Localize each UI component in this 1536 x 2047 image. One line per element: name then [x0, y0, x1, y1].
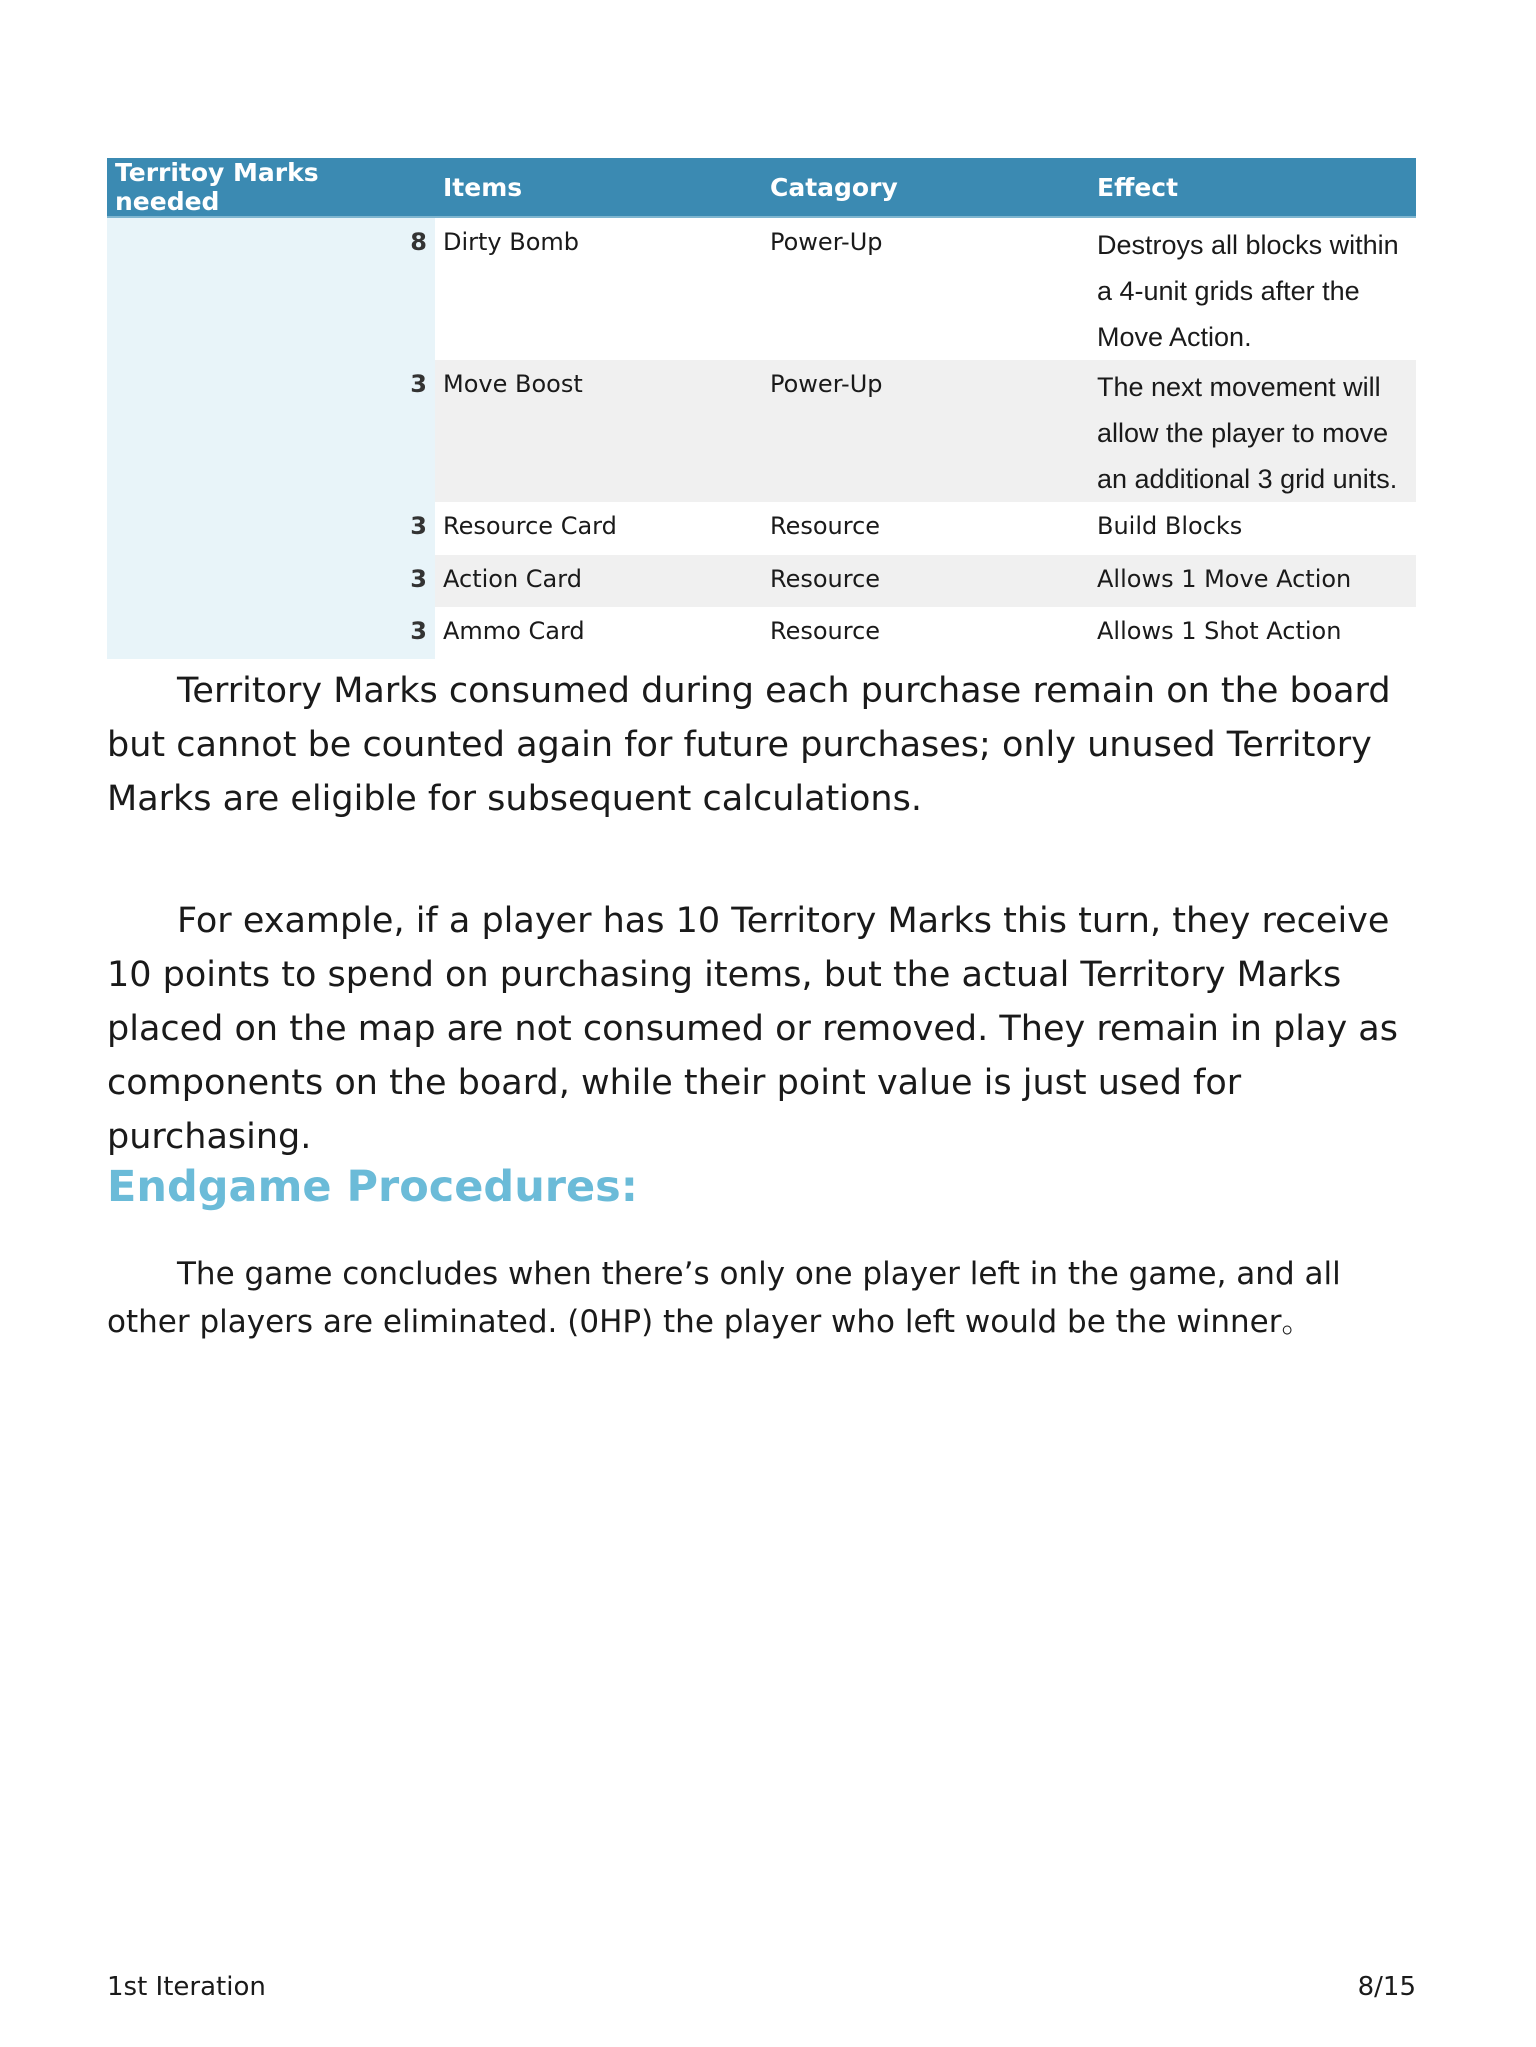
- table-row: [107, 217, 1416, 360]
- table-row: [107, 360, 1416, 502]
- marks-cell: 3: [107, 502, 435, 555]
- category-cell: Resource: [762, 555, 1089, 607]
- table-row: [107, 502, 1416, 555]
- marks-cell: 3: [107, 360, 435, 502]
- header-effect: Effect: [1089, 158, 1416, 217]
- table-header-row: [107, 158, 1416, 217]
- item-cell: Resource Card: [443, 512, 617, 540]
- page-number: 8/15: [1357, 1972, 1416, 2002]
- item-cell: Ammo Card: [443, 617, 585, 645]
- table-row: [107, 555, 1416, 607]
- endgame-paragraph: [107, 1250, 1417, 1346]
- category-cell: Resource: [770, 617, 881, 645]
- table-row: [107, 607, 1416, 659]
- paragraph-example: [107, 894, 1417, 1164]
- items-table: [107, 158, 1416, 659]
- paragraph-text: For example, if a player has 10 Territory Marks this turn, they receive 10 points to spend on purchasing items, but the actual Territory Marks placed on the map are not consumed or removed. They remain in play as components on the board, while their point value is just used for purchasing.: [107, 901, 1398, 1157]
- category-cell: Resource: [770, 512, 881, 540]
- paragraph-text: The game concludes when there’s only one player left in the game, and all other players are eliminated. (0HP) the player who left would be the winner。: [107, 1256, 1341, 1340]
- footer-label: 1st Iteration: [107, 1972, 266, 2002]
- item-cell: Move Boost: [435, 360, 762, 502]
- paragraph-consumed-marks: [107, 664, 1417, 826]
- effect-cell: Build Blocks: [1097, 512, 1243, 540]
- marks-cell: 3: [107, 555, 435, 607]
- header-marks: Territoy Marks needed: [107, 158, 435, 217]
- marks-cell: 3: [107, 607, 435, 659]
- header-items: Items: [435, 158, 762, 217]
- paragraph-text: Territory Marks consumed during each purchase remain on the board but cannot be counted again for future purchases; only unused Territory Marks are eligible for subsequent calculations.: [107, 671, 1391, 819]
- effect-cell: Allows 1 Move Action: [1089, 555, 1416, 607]
- header-category: Catagory: [762, 158, 1089, 217]
- effect-cell: Allows 1 Shot Action: [1097, 617, 1342, 645]
- item-cell: Dirty Bomb: [443, 228, 580, 256]
- item-cell: Action Card: [435, 555, 762, 607]
- category-cell: Power-Up: [762, 360, 1089, 502]
- effect-cell: Destroys all blocks within a 4-unit grids after the Move Action.: [1097, 230, 1399, 352]
- marks-cell: 8: [107, 217, 435, 360]
- category-cell: Power-Up: [770, 228, 883, 256]
- section-heading: Endgame Procedures:: [107, 1162, 638, 1212]
- effect-cell: The next movement will allow the player to move an additional 3 grid units.: [1089, 360, 1416, 502]
